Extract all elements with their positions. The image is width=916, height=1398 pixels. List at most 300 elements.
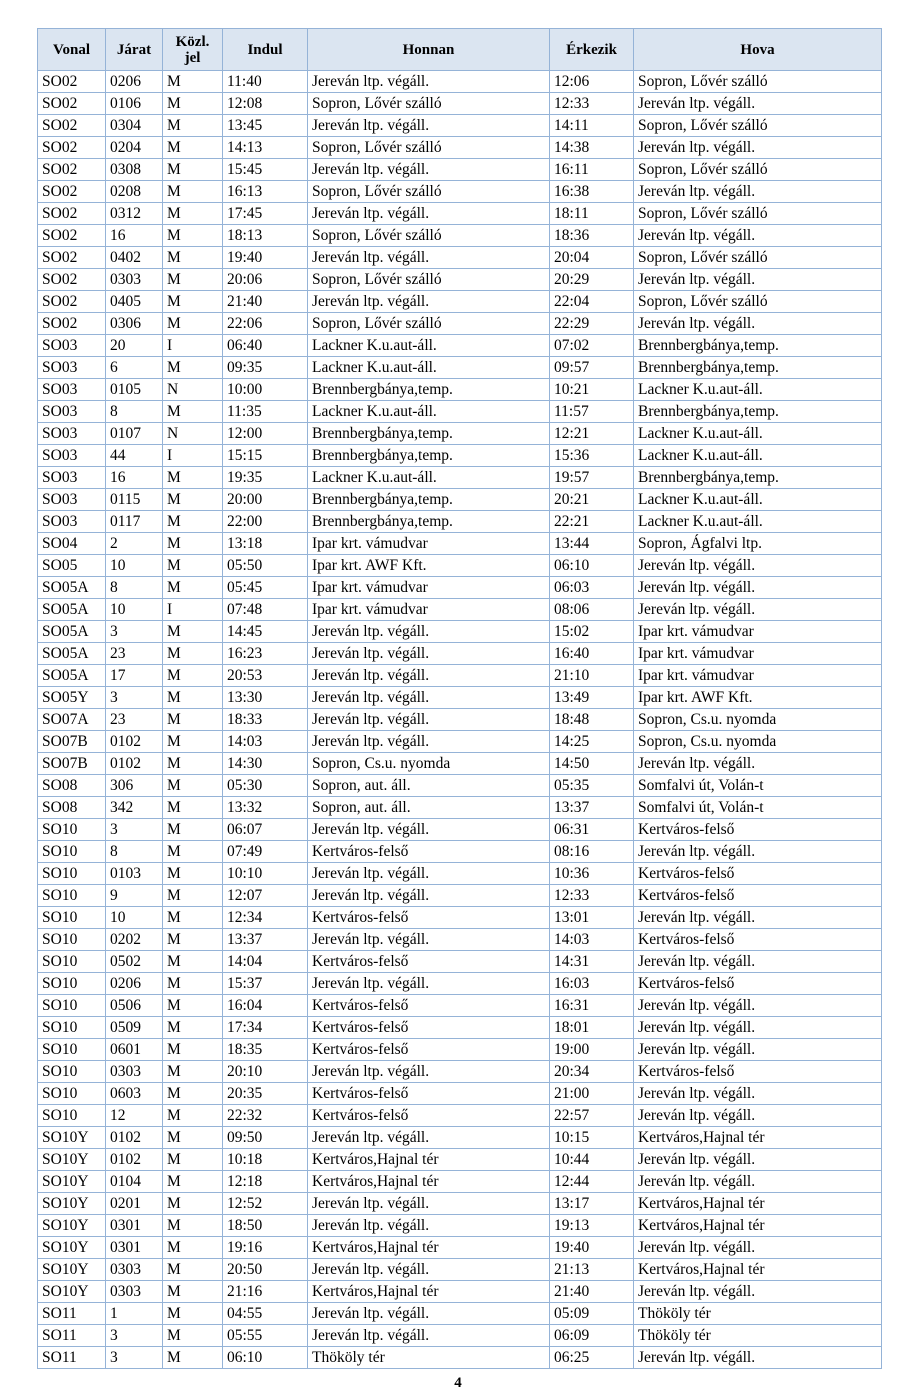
- table-row: [38, 1017, 882, 1039]
- cell-kozl-jel: M: [163, 995, 223, 1017]
- cell-kozl-jel: M: [163, 357, 223, 379]
- cell-jarat: 0102: [106, 731, 163, 753]
- cell-honnan: Sopron, Lővér szálló: [308, 137, 550, 159]
- cell-jarat: 10: [106, 599, 163, 621]
- cell-vonal: SO08: [38, 775, 106, 797]
- table-row: [38, 379, 882, 401]
- cell-indul: 11:35: [223, 401, 308, 423]
- cell-vonal: SO02: [38, 313, 106, 335]
- cell-honnan: Jereván ltp. végáll.: [308, 1061, 550, 1083]
- cell-erkezik: 13:44: [550, 533, 634, 555]
- cell-erkezik: 10:44: [550, 1149, 634, 1171]
- cell-hova: Jereván ltp. végáll.: [634, 1105, 882, 1127]
- cell-kozl-jel: M: [163, 93, 223, 115]
- cell-kozl-jel: M: [163, 1303, 223, 1325]
- cell-vonal: SO10Y: [38, 1237, 106, 1259]
- cell-kozl-jel: M: [163, 71, 223, 93]
- cell-hova: Kertváros,Hajnal tér: [634, 1259, 882, 1281]
- cell-erkezik: 10:36: [550, 863, 634, 885]
- cell-hova: Sopron, Lővér szálló: [634, 115, 882, 137]
- table-row: [38, 555, 882, 577]
- cell-kozl-jel: N: [163, 423, 223, 445]
- table-row: [38, 1215, 882, 1237]
- cell-kozl-jel: I: [163, 599, 223, 621]
- cell-kozl-jel: M: [163, 1039, 223, 1061]
- cell-honnan: Brennbergbánya,temp.: [308, 511, 550, 533]
- cell-jarat: 10: [106, 907, 163, 929]
- cell-hova: Jereván ltp. végáll.: [634, 137, 882, 159]
- cell-hova: Sopron, Ágfalvi ltp.: [634, 533, 882, 555]
- table-row: [38, 687, 882, 709]
- table-row: [38, 819, 882, 841]
- cell-indul: 15:37: [223, 973, 308, 995]
- cell-erkezik: 16:38: [550, 181, 634, 203]
- table-row: [38, 863, 882, 885]
- cell-vonal: SO02: [38, 71, 106, 93]
- cell-kozl-jel: M: [163, 269, 223, 291]
- cell-vonal: SO10: [38, 1105, 106, 1127]
- cell-honnan: Jereván ltp. végáll.: [308, 973, 550, 995]
- cell-indul: 07:49: [223, 841, 308, 863]
- cell-jarat: 0306: [106, 313, 163, 335]
- cell-hova: Jereván ltp. végáll.: [634, 1083, 882, 1105]
- cell-kozl-jel: M: [163, 1347, 223, 1369]
- cell-honnan: Brennbergbánya,temp.: [308, 445, 550, 467]
- cell-kozl-jel: M: [163, 159, 223, 181]
- cell-hova: Ipar krt. vámudvar: [634, 665, 882, 687]
- cell-indul: 10:10: [223, 863, 308, 885]
- cell-honnan: Jereván ltp. végáll.: [308, 643, 550, 665]
- cell-indul: 14:13: [223, 137, 308, 159]
- cell-jarat: 0104: [106, 1171, 163, 1193]
- cell-vonal: SO10Y: [38, 1281, 106, 1303]
- cell-erkezik: 19:57: [550, 467, 634, 489]
- cell-honnan: Thököly tér: [308, 1347, 550, 1369]
- cell-jarat: 3: [106, 687, 163, 709]
- cell-hova: Somfalvi út, Volán-t: [634, 775, 882, 797]
- table-row: [38, 1193, 882, 1215]
- table-row: [38, 1347, 882, 1369]
- cell-honnan: Jereván ltp. végáll.: [308, 731, 550, 753]
- cell-honnan: Kertváros-felső: [308, 995, 550, 1017]
- timetable: [37, 28, 882, 1369]
- cell-hova: Lackner K.u.aut-áll.: [634, 489, 882, 511]
- header-indul: Indul: [223, 29, 308, 71]
- cell-jarat: 0115: [106, 489, 163, 511]
- cell-hova: Sopron, Cs.u. nyomda: [634, 709, 882, 731]
- header-hova: Hova: [634, 29, 882, 71]
- cell-erkezik: 20:29: [550, 269, 634, 291]
- cell-indul: 16:04: [223, 995, 308, 1017]
- header-kozl-jel: [163, 29, 223, 71]
- cell-hova: Jereván ltp. végáll.: [634, 1171, 882, 1193]
- cell-vonal: SO08: [38, 797, 106, 819]
- cell-indul: 16:13: [223, 181, 308, 203]
- cell-kozl-jel: M: [163, 1171, 223, 1193]
- cell-erkezik: 13:01: [550, 907, 634, 929]
- cell-kozl-jel: M: [163, 1237, 223, 1259]
- cell-kozl-jel: M: [163, 247, 223, 269]
- table-row: [38, 709, 882, 731]
- cell-hova: Ipar krt. vámudvar: [634, 621, 882, 643]
- cell-honnan: Jereván ltp. végáll.: [308, 1193, 550, 1215]
- cell-jarat: 8: [106, 841, 163, 863]
- header-kozl-line1: Közl.: [175, 33, 210, 50]
- cell-indul: 09:35: [223, 357, 308, 379]
- cell-jarat: 8: [106, 577, 163, 599]
- cell-honnan: Lackner K.u.aut-áll.: [308, 335, 550, 357]
- cell-indul: 12:34: [223, 907, 308, 929]
- table-row: [38, 401, 882, 423]
- header-erkezik: Érkezik: [550, 29, 634, 71]
- cell-erkezik: 12:44: [550, 1171, 634, 1193]
- cell-kozl-jel: M: [163, 863, 223, 885]
- cell-indul: 15:15: [223, 445, 308, 467]
- cell-honnan: Sopron, Lővér szálló: [308, 269, 550, 291]
- cell-honnan: Lackner K.u.aut-áll.: [308, 467, 550, 489]
- table-row: [38, 533, 882, 555]
- cell-vonal: SO10: [38, 1039, 106, 1061]
- cell-indul: 13:45: [223, 115, 308, 137]
- cell-indul: 14:30: [223, 753, 308, 775]
- cell-indul: 22:00: [223, 511, 308, 533]
- cell-vonal: SO03: [38, 511, 106, 533]
- cell-jarat: 6: [106, 357, 163, 379]
- cell-jarat: 0506: [106, 995, 163, 1017]
- cell-hova: Jereván ltp. végáll.: [634, 225, 882, 247]
- cell-vonal: SO03: [38, 445, 106, 467]
- cell-erkezik: 16:11: [550, 159, 634, 181]
- cell-honnan: Jereván ltp. végáll.: [308, 929, 550, 951]
- cell-honnan: Ipar krt. vámudvar: [308, 533, 550, 555]
- cell-hova: Ipar krt. vámudvar: [634, 643, 882, 665]
- cell-vonal: SO02: [38, 159, 106, 181]
- cell-jarat: 0204: [106, 137, 163, 159]
- cell-kozl-jel: M: [163, 643, 223, 665]
- cell-vonal: SO10: [38, 863, 106, 885]
- table-row: [38, 511, 882, 533]
- cell-hova: Kertváros-felső: [634, 929, 882, 951]
- cell-indul: 10:18: [223, 1149, 308, 1171]
- cell-erkezik: 14:31: [550, 951, 634, 973]
- table-row: [38, 1171, 882, 1193]
- cell-jarat: 0206: [106, 71, 163, 93]
- cell-erkezik: 22:57: [550, 1105, 634, 1127]
- table-row: [38, 1237, 882, 1259]
- cell-indul: 12:07: [223, 885, 308, 907]
- table-row: [38, 1039, 882, 1061]
- cell-kozl-jel: M: [163, 1281, 223, 1303]
- cell-hova: Jereván ltp. végáll.: [634, 995, 882, 1017]
- cell-kozl-jel: M: [163, 225, 223, 247]
- cell-vonal: SO07A: [38, 709, 106, 731]
- table-row: [38, 599, 882, 621]
- cell-honnan: Ipar krt. AWF Kft.: [308, 555, 550, 577]
- cell-erkezik: 14:25: [550, 731, 634, 753]
- cell-jarat: 0105: [106, 379, 163, 401]
- cell-hova: Jereván ltp. végáll.: [634, 269, 882, 291]
- cell-jarat: 306: [106, 775, 163, 797]
- table-row: [38, 313, 882, 335]
- cell-kozl-jel: M: [163, 687, 223, 709]
- cell-kozl-jel: M: [163, 1061, 223, 1083]
- cell-honnan: Kertváros-felső: [308, 907, 550, 929]
- table-row: [38, 665, 882, 687]
- cell-hova: Brennbergbánya,temp.: [634, 467, 882, 489]
- cell-vonal: SO10: [38, 1017, 106, 1039]
- cell-kozl-jel: M: [163, 819, 223, 841]
- cell-vonal: SO03: [38, 335, 106, 357]
- cell-honnan: Jereván ltp. végáll.: [308, 709, 550, 731]
- cell-honnan: Brennbergbánya,temp.: [308, 379, 550, 401]
- cell-erkezik: 06:31: [550, 819, 634, 841]
- cell-erkezik: 05:35: [550, 775, 634, 797]
- cell-honnan: Ipar krt. vámudvar: [308, 577, 550, 599]
- table-row: [38, 951, 882, 973]
- table-row: [38, 731, 882, 753]
- cell-hova: Jereván ltp. végáll.: [634, 753, 882, 775]
- cell-jarat: 0117: [106, 511, 163, 533]
- header-vonal: Vonal: [38, 29, 106, 71]
- cell-vonal: SO10Y: [38, 1149, 106, 1171]
- cell-hova: Lackner K.u.aut-áll.: [634, 423, 882, 445]
- cell-erkezik: 12:33: [550, 93, 634, 115]
- cell-vonal: SO03: [38, 467, 106, 489]
- timetable-body: [38, 71, 882, 1369]
- cell-vonal: SO03: [38, 489, 106, 511]
- cell-erkezik: 15:02: [550, 621, 634, 643]
- table-row: [38, 1325, 882, 1347]
- cell-indul: 22:06: [223, 313, 308, 335]
- cell-vonal: SO04: [38, 533, 106, 555]
- cell-honnan: Kertváros-felső: [308, 1083, 550, 1105]
- table-row: [38, 1083, 882, 1105]
- cell-hova: Sopron, Cs.u. nyomda: [634, 731, 882, 753]
- cell-kozl-jel: M: [163, 467, 223, 489]
- cell-erkezik: 05:09: [550, 1303, 634, 1325]
- table-row: [38, 973, 882, 995]
- cell-jarat: 0102: [106, 753, 163, 775]
- table-row: [38, 621, 882, 643]
- cell-honnan: Jereván ltp. végáll.: [308, 1127, 550, 1149]
- cell-indul: 19:40: [223, 247, 308, 269]
- cell-hova: Thököly tér: [634, 1325, 882, 1347]
- cell-honnan: Kertváros-felső: [308, 1105, 550, 1127]
- cell-vonal: SO02: [38, 291, 106, 313]
- cell-hova: Lackner K.u.aut-áll.: [634, 511, 882, 533]
- cell-honnan: Ipar krt. vámudvar: [308, 599, 550, 621]
- cell-jarat: 0301: [106, 1215, 163, 1237]
- cell-erkezik: 13:49: [550, 687, 634, 709]
- cell-kozl-jel: N: [163, 379, 223, 401]
- cell-kozl-jel: M: [163, 621, 223, 643]
- cell-kozl-jel: M: [163, 1017, 223, 1039]
- cell-kozl-jel: M: [163, 489, 223, 511]
- cell-indul: 05:55: [223, 1325, 308, 1347]
- table-row: [38, 137, 882, 159]
- cell-kozl-jel: M: [163, 775, 223, 797]
- cell-kozl-jel: I: [163, 445, 223, 467]
- cell-honnan: Sopron, aut. áll.: [308, 797, 550, 819]
- table-row: [38, 885, 882, 907]
- header-honnan: Honnan: [308, 29, 550, 71]
- table-row: [38, 423, 882, 445]
- cell-hova: Kertváros,Hajnal tér: [634, 1193, 882, 1215]
- cell-vonal: SO05: [38, 555, 106, 577]
- table-row: [38, 181, 882, 203]
- cell-honnan: Kertváros-felső: [308, 951, 550, 973]
- cell-hova: Sopron, Lővér szálló: [634, 291, 882, 313]
- cell-hova: Thököly tér: [634, 1303, 882, 1325]
- cell-erkezik: 06:10: [550, 555, 634, 577]
- cell-erkezik: 14:50: [550, 753, 634, 775]
- cell-kozl-jel: M: [163, 401, 223, 423]
- cell-honnan: Jereván ltp. végáll.: [308, 621, 550, 643]
- cell-honnan: Jereván ltp. végáll.: [308, 203, 550, 225]
- cell-indul: 06:40: [223, 335, 308, 357]
- cell-jarat: 16: [106, 467, 163, 489]
- cell-indul: 10:00: [223, 379, 308, 401]
- table-row: [38, 115, 882, 137]
- cell-erkezik: 12:33: [550, 885, 634, 907]
- cell-kozl-jel: M: [163, 797, 223, 819]
- cell-indul: 12:00: [223, 423, 308, 445]
- cell-vonal: SO11: [38, 1325, 106, 1347]
- cell-jarat: 0304: [106, 115, 163, 137]
- cell-vonal: SO10: [38, 929, 106, 951]
- cell-indul: 19:35: [223, 467, 308, 489]
- cell-jarat: 10: [106, 555, 163, 577]
- cell-jarat: 0509: [106, 1017, 163, 1039]
- cell-honnan: Jereván ltp. végáll.: [308, 1215, 550, 1237]
- cell-indul: 18:13: [223, 225, 308, 247]
- cell-indul: 15:45: [223, 159, 308, 181]
- cell-indul: 09:50: [223, 1127, 308, 1149]
- cell-hova: Jereván ltp. végáll.: [634, 1237, 882, 1259]
- timetable-header: [38, 29, 882, 71]
- table-row: [38, 753, 882, 775]
- cell-indul: 05:45: [223, 577, 308, 599]
- cell-vonal: SO10Y: [38, 1171, 106, 1193]
- cell-kozl-jel: M: [163, 291, 223, 313]
- cell-indul: 06:07: [223, 819, 308, 841]
- cell-indul: 20:53: [223, 665, 308, 687]
- cell-vonal: SO10Y: [38, 1215, 106, 1237]
- cell-vonal: SO10: [38, 1061, 106, 1083]
- cell-erkezik: 10:21: [550, 379, 634, 401]
- cell-jarat: 0202: [106, 929, 163, 951]
- cell-erkezik: 16:31: [550, 995, 634, 1017]
- cell-indul: 21:40: [223, 291, 308, 313]
- cell-hova: Jereván ltp. végáll.: [634, 1149, 882, 1171]
- table-row: [38, 71, 882, 93]
- cell-vonal: SO10Y: [38, 1127, 106, 1149]
- cell-erkezik: 11:57: [550, 401, 634, 423]
- cell-indul: 04:55: [223, 1303, 308, 1325]
- table-row: [38, 1149, 882, 1171]
- cell-hova: Lackner K.u.aut-áll.: [634, 379, 882, 401]
- cell-indul: 20:10: [223, 1061, 308, 1083]
- cell-hova: Jereván ltp. végáll.: [634, 599, 882, 621]
- table-row: [38, 489, 882, 511]
- cell-honnan: Kertváros-felső: [308, 1039, 550, 1061]
- cell-vonal: SO05A: [38, 599, 106, 621]
- cell-hova: Jereván ltp. végáll.: [634, 1347, 882, 1369]
- cell-hova: Kertváros-felső: [634, 1061, 882, 1083]
- cell-jarat: 0303: [106, 1259, 163, 1281]
- cell-hova: Kertváros,Hajnal tér: [634, 1215, 882, 1237]
- cell-jarat: 0303: [106, 269, 163, 291]
- cell-erkezik: 07:02: [550, 335, 634, 357]
- cell-hova: Brennbergbánya,temp.: [634, 357, 882, 379]
- cell-jarat: 0106: [106, 93, 163, 115]
- cell-hova: Jereván ltp. végáll.: [634, 841, 882, 863]
- cell-erkezik: 20:04: [550, 247, 634, 269]
- cell-kozl-jel: M: [163, 1259, 223, 1281]
- cell-hova: Jereván ltp. végáll.: [634, 907, 882, 929]
- table-row: [38, 445, 882, 467]
- cell-honnan: Jereván ltp. végáll.: [308, 819, 550, 841]
- cell-indul: 17:45: [223, 203, 308, 225]
- cell-kozl-jel: M: [163, 665, 223, 687]
- table-row: [38, 1303, 882, 1325]
- cell-erkezik: 13:37: [550, 797, 634, 819]
- cell-vonal: SO05A: [38, 621, 106, 643]
- table-row: [38, 335, 882, 357]
- cell-kozl-jel: M: [163, 1105, 223, 1127]
- cell-indul: 12:52: [223, 1193, 308, 1215]
- cell-kozl-jel: M: [163, 1193, 223, 1215]
- cell-vonal: SO02: [38, 203, 106, 225]
- cell-hova: Sopron, Lővér szálló: [634, 203, 882, 225]
- cell-jarat: 0603: [106, 1083, 163, 1105]
- cell-kozl-jel: M: [163, 577, 223, 599]
- cell-indul: 20:50: [223, 1259, 308, 1281]
- cell-hova: Jereván ltp. végáll.: [634, 555, 882, 577]
- cell-indul: 13:30: [223, 687, 308, 709]
- cell-kozl-jel: M: [163, 181, 223, 203]
- cell-jarat: 0303: [106, 1281, 163, 1303]
- cell-honnan: Jereván ltp. végáll.: [308, 687, 550, 709]
- cell-jarat: 16: [106, 225, 163, 247]
- cell-honnan: Sopron, Cs.u. nyomda: [308, 753, 550, 775]
- cell-indul: 18:35: [223, 1039, 308, 1061]
- table-row: [38, 203, 882, 225]
- cell-erkezik: 09:57: [550, 357, 634, 379]
- cell-jarat: 23: [106, 709, 163, 731]
- cell-kozl-jel: M: [163, 1083, 223, 1105]
- cell-indul: 16:23: [223, 643, 308, 665]
- table-row: [38, 841, 882, 863]
- cell-erkezik: 22:04: [550, 291, 634, 313]
- cell-kozl-jel: M: [163, 973, 223, 995]
- cell-jarat: 44: [106, 445, 163, 467]
- header-row: [38, 29, 882, 71]
- cell-erkezik: 06:09: [550, 1325, 634, 1347]
- cell-honnan: Kertváros,Hajnal tér: [308, 1149, 550, 1171]
- cell-erkezik: 19:00: [550, 1039, 634, 1061]
- cell-hova: Jereván ltp. végáll.: [634, 951, 882, 973]
- table-row: [38, 225, 882, 247]
- cell-erkezik: 20:34: [550, 1061, 634, 1083]
- cell-erkezik: 18:11: [550, 203, 634, 225]
- cell-indul: 12:18: [223, 1171, 308, 1193]
- table-row: [38, 247, 882, 269]
- cell-vonal: SO10: [38, 819, 106, 841]
- table-row: [38, 467, 882, 489]
- cell-honnan: Kertváros-felső: [308, 1017, 550, 1039]
- cell-kozl-jel: M: [163, 555, 223, 577]
